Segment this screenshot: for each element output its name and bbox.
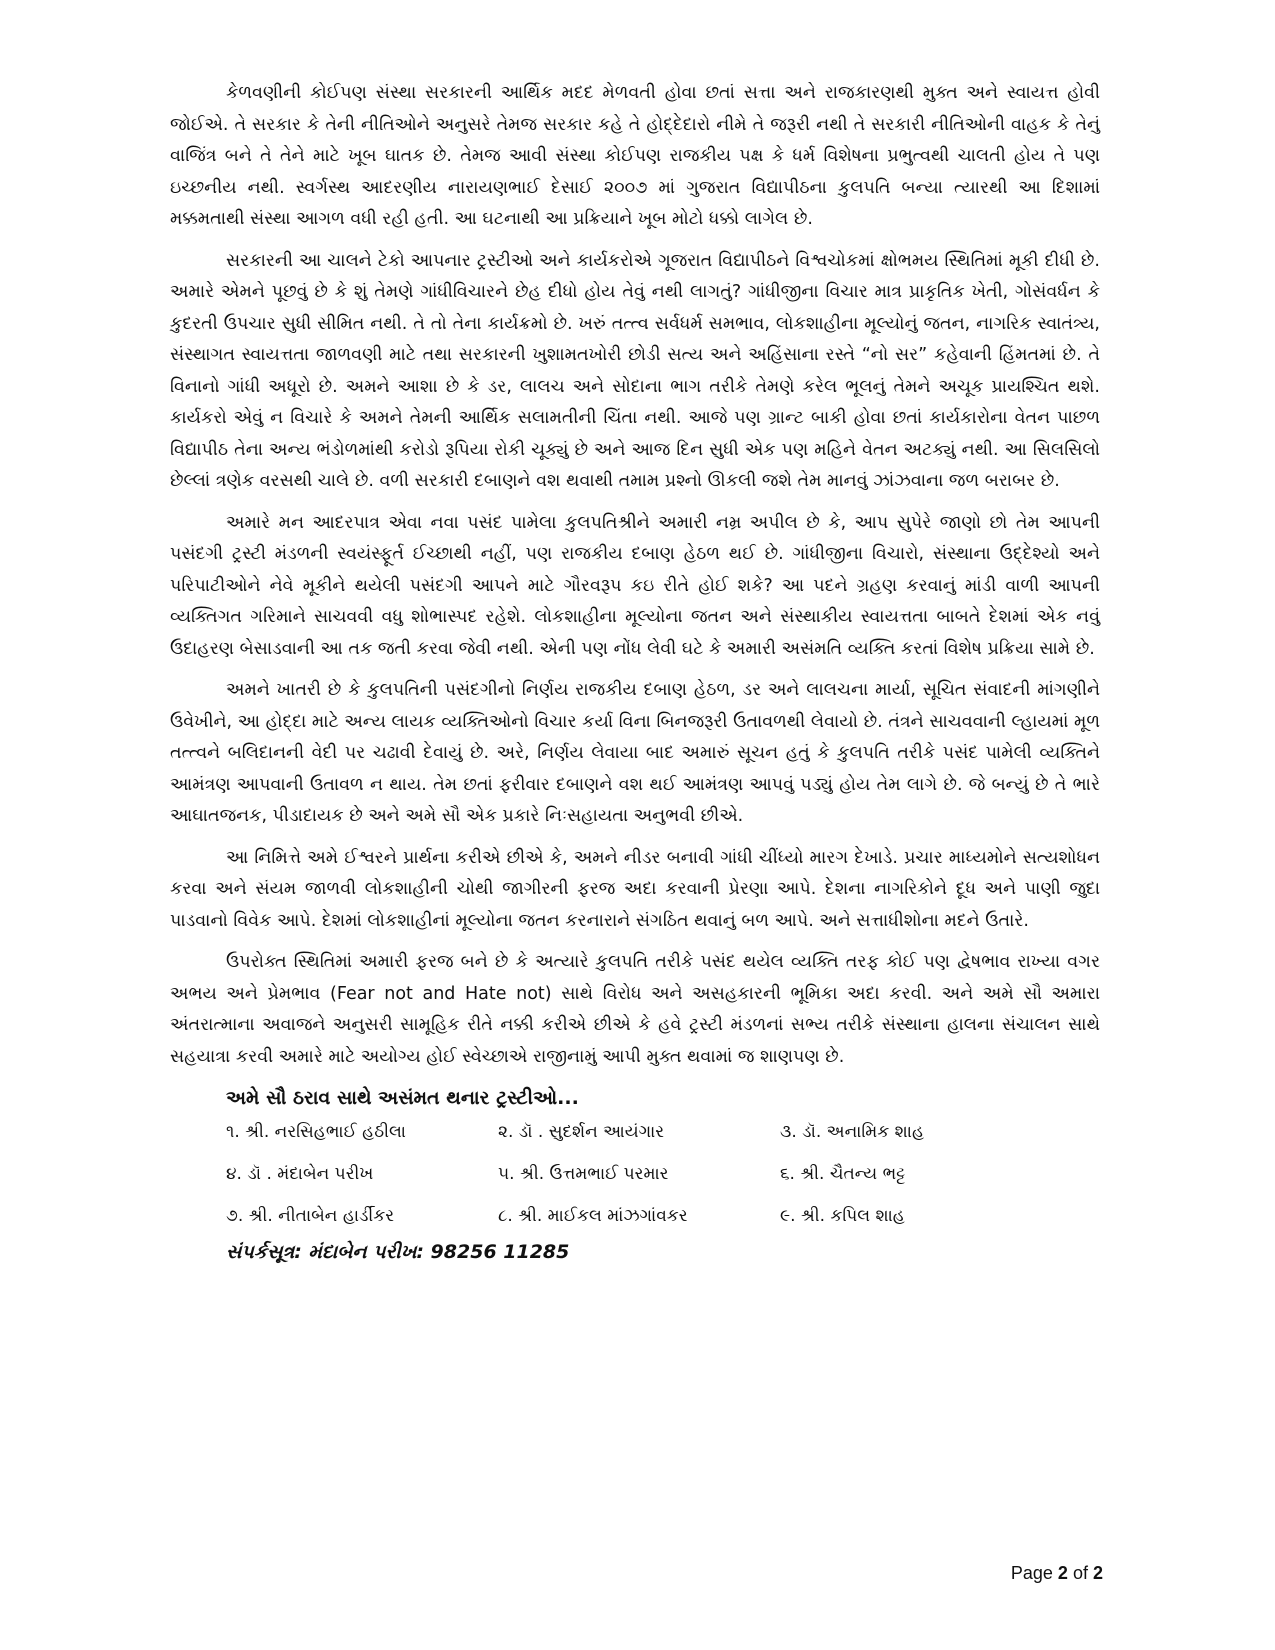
trustees-heading: અમે સૌ ઠરાવ સાથે અસંમત થનાર ટ્રસ્ટીઓ...: [226, 1087, 579, 1109]
of-label: of: [1072, 1563, 1088, 1583]
trustee-item: ૨. ડૉ . સુદર્શન આયંગાર: [498, 1122, 665, 1142]
trustee-item: ૭. શ્રી. નીતાબેન હાર્ડીકર: [226, 1206, 395, 1226]
page-number: [1011, 1563, 1103, 1584]
trustee-item: ૫. શ્રી. ઉત્તમભાઈ પરમાર: [498, 1164, 669, 1184]
trustees-list: [226, 1119, 1100, 1229]
trustee-item: ૬. શ્રી. ચૈતન્ય ભટ્ટ: [780, 1164, 906, 1184]
paragraph-5: આ નિમિત્તે અમે ઈશ્વરને પ્રાર્થના કરીએ છીએ કે, અમને નીડર બનાવી ગાંધી ચીંધ્યો મારગ દેખાડે. પ્રચાર માધ્યમોને સત્યશોધન કરવા અને સંયમ જાળવી લોકશાહીની ચોથી જાગીરની ફરજ અદા કરવાની પ્રેરણા આપે. દેશના નાગરિકોને દૂધ અને પાણી જુદા પાડવાનો વિવેક આપે. દેશમાં લોકશાહીનાં મૂલ્યોના જતન કરનારાને સંગઠિત થવાનું બળ આપે. અને સત્તાધીશોના મદને ઉતારે.: [170, 847, 1100, 931]
contact-line: સંપર્કસૂત્ર: મંદાબેન પરીખ: 98256 11285: [226, 1241, 570, 1263]
paragraph-3: અમારે મન આદરપાત્ર એવા નવા પસંદ પામેલા કુલપતિશ્રીને અમારી નમ્ર અપીલ છે કે, આપ સુપેરે જાણો છો તેમ આપની પસંદગી ટ્રસ્ટી મંડળની સ્વયંસ્ફૂર્ત ઈચ્છાથી નહીં, પણ રાજકીય દબાણ હેઠળ થઈ છે. ગાંધીજીના વિચારો, સંસ્થાના ઉદ્દેશ્યો અને પરિપાટીઓને નેવે મૂકીને થયેલી પસંદગી આપને માટે ગૌરવરૂપ કઇ રીતે હોઈ શકે? આ પદને ગ્રહણ કરવાનું માંડી વાળી આપની વ્યક્તિગત ગરિમાને સાચવવી વધુ શોભાસ્પદ રહેશે. લોકશાહીના મૂલ્યોના જતન અને સંસ્થાકીય સ્વાયત્તતા બાબતે દેશમાં એક નવું ઉદાહરણ બેસાડવાની આ તક જતી કરવા જેવી નથી. એની પણ નોંધ લેવી ઘટે કે અમારી અસંમતિ વ્યક્તિ કરતાં વિશેષ પ્રક્રિયા સામે છે.: [170, 512, 1100, 659]
paragraph-4: અમને ખાતરી છે કે કુલપતિની પસંદગીનો નિર્ણય રાજકીય દબાણ હેઠળ, ડર અને લાલચના માર્યા, સૂચિત સંવાદની માંગણીને ઉવેખીને, આ હોદ્દા માટે અન્ય લાયક વ્યક્તિઓનો વિચાર કર્યા વિના બિનજરૂરી ઉતાવળથી લેવાયો છે. તંત્રને સાચવવાની લ્હાયમાં મૂળ તત્ત્વને બલિદાનની વેદી પર ચઢાવી દેવાયું છે. અરે, નિર્ણય લેવાયા બાદ અમારું સૂચન હતું કે કુલપતિ તરીકે પસંદ પામેલી વ્યક્તિને આમંત્રણ આપવાની ઉતાવળ ન થાય. તેમ છતાં ફરીવાર દબાણને વશ થઈ આમંત્રણ આપવું પડ્યું હોય તેમ લાગે છે. જે બન્યું છે તે ભારે આઘાતજનક, પીડાદાયક છે અને અમે સૌ એક પ્રકારે નિઃસહાયતા અનુભવી છીએ.: [170, 680, 1100, 826]
trustee-item: ૯. શ્રી. કપિલ શાહ: [780, 1206, 905, 1226]
trustee-item: ૩. ડૉ. અનામિક શાહ: [780, 1122, 925, 1142]
current-page: 2: [1057, 1563, 1068, 1583]
trustee-item: ૪. ડૉ . મંદાબેન પરીખ: [226, 1164, 374, 1184]
paragraph-6: ઉપરોક્ત સ્થિતિમાં અમારી ફરજ બને છે કે અત્યારે કુલપતિ તરીકે પસંદ થયેલ વ્યક્તિ તરફ કોઈ પણ દ્વેષભાવ રાખ્યા વગર અભય અને પ્રેમભાવ (Fear not and Hate not) સાથે વિરોધ અને અસહકારની ભૂમિકા અદા કરવી. અને અમે સૌ અમારા અંતરાત્માના અવાજને અનુસરી સામૂહિક રીતે નક્કી કરીએ છીએ કે હવે ટ્રસ્ટી મંડળનાં સભ્ય તરીકે સંસ્થાના હાલના સંચાલન સાથે સહયાત્રા કરવી અમારે માટે અયોગ્ય હોઈ સ્વેચ્છાએ રાજીનામું આપી મુક્ત થવામાં જ શાણપણ છે.: [170, 952, 1100, 1067]
paragraph-2: સરકારની આ ચાલને ટેકો આપનાર ટ્રસ્ટીઓ અને કાર્યકરોએ ગૂજરાત વિદ્યાપીઠને વિશ્વચોકમાં ક્ષોભમય સ્થિતિમાં મૂકી દીધી છે. અમારે એમને પૂછવું છે કે શું તેમણે ગાંધીવિચારને છેહ દીધો હોય તેવું નથી લાગતું? ગાંધીજીના વિચાર માત્ર પ્રાકૃતિક ખેતી, ગોસંવર્ધન કે કુદરતી ઉપચાર સુધી સીમિત નથી. તે તો તેના કાર્યક્રમો છે. ખરું તત્ત્વ સર્વધર્મ સમભાવ, લોકશાહીના મૂલ્યોનું જતન, નાગરિક સ્વાતંત્ર્ય, સંસ્થાગત સ્વાયત્તતા જાળવણી માટે તથા સરકારની ખુશામતખોરી છોડી સત્ય અને અહિંસાના રસ્તે “નો સર” કહેવાની હિંમતમાં છે. તે વિનાનો ગાંધી અધૂરો છે. અમને આશા છે કે ડર, લાલચ અને સોદાના ભાગ તરીકે તેમણે કરેલ ભૂલનું તેમને અચૂક પ્રાયશ્ચિત થશે. કાર્યકરો એવું ન વિચારે કે અમને તેમની આર્થિક સલામતીની ચિંતા નથી. આજે પણ ગ્રાન્ટ બાકી હોવા છતાં કાર્યકારોના વેતન પાછળ વિદ્યાપીઠ તેના અન્ય ભંડોળમાંથી કરોડો રૂપિયા રોકી ચૂક્યું છે અને આજ દિન સુધી એક પણ મહિને વેતન અટક્યું નથી. આ સિલસિલો છેલ્લાં ત્રણેક વરસથી ચાલે છે. વળી સરકારી દબાણને વશ થવાથી તમામ પ્રશ્નો ઊકલી જશે તેમ માનવું ઝાંઝવાના જળ બરાબર છે.: [170, 250, 1100, 491]
trustee-item: ૧. શ્રી. નરસિહભાઈ હઠીલા: [226, 1122, 406, 1142]
page-label: Page: [1010, 1563, 1053, 1583]
paragraph-1: કેળવણીની કોઈપણ સંસ્થા સરકારની આર્થિક મદદ મેળવતી હોવા છતાં સત્તા અને રાજકારણથી મુક્ત અને સ્વાયત્ત હોવી જોઈએ. તે સરકાર કે તેની નીતિઓને અનુસરે તેમજ સરકાર કહે તે હોદ્દેદારો નીમે તે જરૂરી નથી તે સરકારી નીતિઓની વાહક કે તેનું વાજિંત્ર બને તે તેને માટે ખૂબ ઘાતક છે. તેમજ આવી સંસ્થા કોઈપણ રાજકીય પક્ષ કે ધર્મ વિશેષના પ્રભુત્વથી ચાલતી હોય તે પણ ઇચ્છનીય નથી. સ્વર્ગસ્થ આદરણીય નારાયણભાઈ દેસાઈ ૨૦૦૭ માં ગુજરાત વિદ્યાપીઠના કુલપતિ બન્યા ત્યારથી આ દિશામાં મક્કમતાથી સંસ્થા આગળ વધી રહી હતી. આ ઘટનાથી આ પ્રક્રિયાને ખૂબ મોટો ધક્કો લાગેલ છે.: [170, 83, 1100, 229]
trustee-item: ૮. શ્રી. માઈકલ માંઝગાંવકર: [498, 1206, 688, 1226]
total-pages: 2: [1092, 1563, 1103, 1583]
